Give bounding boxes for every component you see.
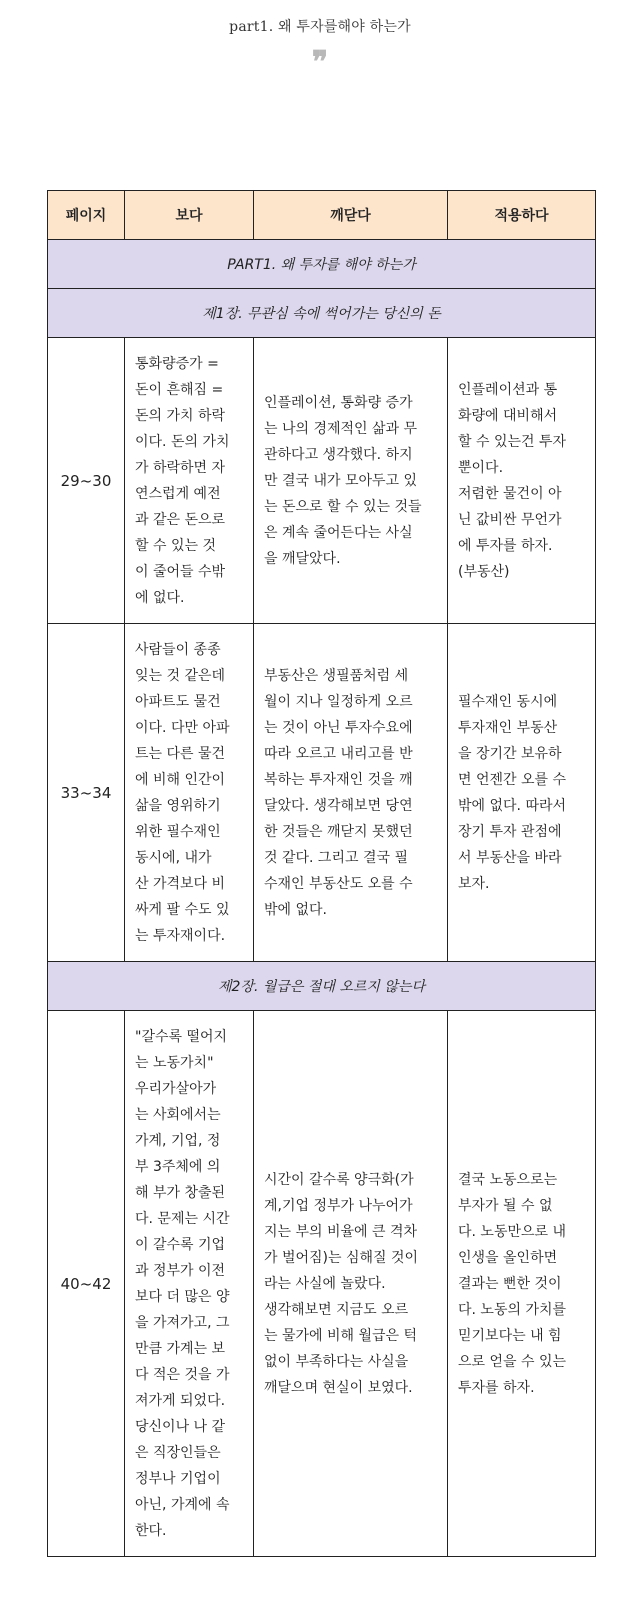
realize-cell: 인플레이션, 통화량 증가 는 나의 경제적인 삶과 무 관하다고 생각했다. 하지 만 결국 내가 모아두고 있 는 돈으로 할 수 있는 것들 은 계속 줄어든다는 사실 을 깨달았다.: [254, 338, 448, 624]
reading-notes-table: [47, 190, 596, 1557]
chapter-title: 제1장. 무관심 속에 썩어가는 당신의 돈: [48, 289, 596, 338]
see-cell: 사람들이 종종 잊는 것 같은데 아파트도 물건 이다. 다만 아파 트는 다른 물건 에 비해 인간이 삶을 영위하기 위한 필수재인 동시에, 내가 산 가격보다 비 싸게 팔 수도 있 는 투자재이다.: [125, 624, 254, 962]
page-range-cell: 40~42: [48, 1011, 125, 1557]
see-cell: "갈수록 떨어지 는 노동가치" 우리가살아가 는 사회에서는 가계, 기업, 정 부 3주체에 의 해 부가 창출된 다. 문제는 시간 이 갈수록 기업 과 정부가 이전 보다 더 많은 양 을 가져가고, 그 만큼 가계는 보 다 적은 것을 가 져가게 되었다. 당신이나 나 같 은 직장인들은 정부나 기업이 아닌, 가계에 속 한다.: [125, 1011, 254, 1557]
chapter-row: [48, 962, 596, 1011]
table-header-row: [48, 191, 596, 240]
page-title: part1. 왜 투자를해야 하는가: [229, 19, 411, 35]
part-row: [48, 240, 596, 289]
table-row: [48, 1011, 596, 1557]
page-range-cell: 33~34: [48, 624, 125, 962]
column-header-realize: 깨닫다: [254, 191, 448, 240]
column-header-apply: 적용하다: [448, 191, 596, 240]
chapter-title: 제2장. 월급은 절대 오르지 않는다: [48, 962, 596, 1011]
see-cell: 통화량증가 = 돈이 흔해짐 = 돈의 가치 하락 이다. 돈의 가치 가 하락하면 자 연스럽게 예전 과 같은 돈으로 할 수 있는 것 이 줄어들 수밖 에 없다.: [125, 338, 254, 624]
apply-cell: 필수재인 동시에 투자재인 부동산 을 장기간 보유하 면 언젠간 오를 수 밖에 없다. 따라서 장기 투자 관점에 서 부동산을 바라 보자.: [448, 624, 596, 962]
chapter-row: [48, 289, 596, 338]
realize-cell: 시간이 갈수록 양극화(가 계,기업 정부가 나누어가 지는 부의 비율에 큰 격차 가 벌어짐)는 심해질 것이 라는 사실에 놀랐다. 생각해보면 지금도 오르 는 물가에 비해 월급은 턱 없이 부족하다는 사실을 깨달으며 현실이 보였다.: [254, 1011, 448, 1557]
apply-cell: 인플레이션과 통 화량에 대비해서 할 수 있는건 투자 뿐이다. 저렴한 물건이 아 닌 값비싼 무언가 에 투자를 하자. (부동산): [448, 338, 596, 624]
realize-cell: 부동산은 생필품처럼 세 월이 지나 일정하게 오르 는 것이 아닌 투자수요에 따라 오르고 내리고를 반 복하는 투자재인 것을 깨 달았다. 생각해보면 당연 한 것들은 깨닫지 못했던 것 같다. 그리고 결국 필 수재인 부동산도 오를 수 밖에 없다.: [254, 624, 448, 962]
part-title: PART1. 왜 투자를 해야 하는가: [48, 240, 596, 289]
page-range-cell: 29~30: [48, 338, 125, 624]
quote-icon: ❞: [311, 45, 329, 80]
column-header-page: 페이지: [48, 191, 125, 240]
table-row: [48, 624, 596, 962]
apply-cell: 결국 노동으로는 부자가 될 수 없 다. 노동만으로 내 인생을 올인하면 결과는 뻔한 것이 다. 노동의 가치를 믿기보다는 내 힘 으로 얻을 수 있는 투자를 하자.: [448, 1011, 596, 1557]
table-row: [48, 338, 596, 624]
column-header-see: 보다: [125, 191, 254, 240]
